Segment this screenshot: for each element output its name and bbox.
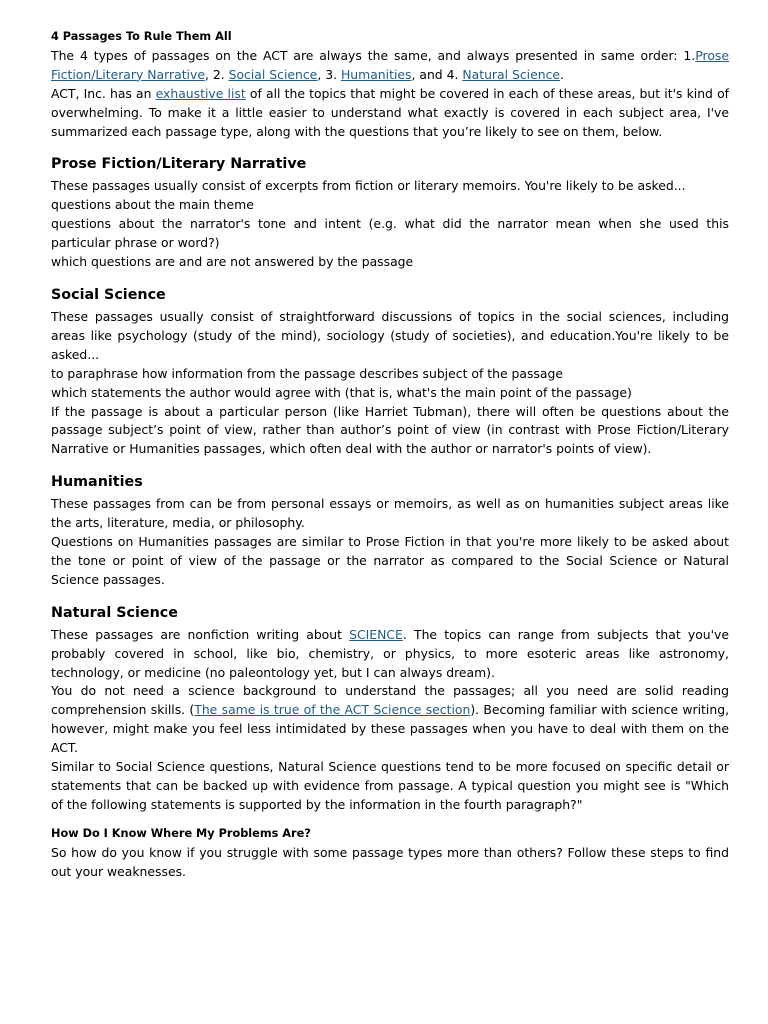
- section-heading-prose: Prose Fiction/Literary Narrative: [51, 156, 307, 173]
- text-span: , and 4.: [411, 66, 463, 82]
- prose-paragraph-4: which questions are and are not answered by the passage: [51, 254, 414, 270]
- prose-paragraph-3: questions about the narrator's tone and intent (e.g. what did the narrator mean when she used this particular phrase or word?): [51, 216, 729, 251]
- text-span: The 4 types of passages on the ACT are always the same, and always presented in same order: 1.: [51, 47, 696, 63]
- text-span: , 3.: [317, 66, 341, 82]
- section-heading-social: Social Science: [51, 286, 166, 303]
- text-span: , 2.: [204, 66, 229, 82]
- text-span: These passages are nonfiction writing about: [51, 626, 350, 642]
- link-science[interactable]: SCIENCE: [349, 626, 403, 642]
- prose-paragraph-1: These passages usually consist of excerpts from fiction or literary memoirs. You're likely to be asked...: [51, 178, 686, 194]
- section-heading-natural: Natural Science: [51, 604, 178, 621]
- natural-paragraph-2: [51, 682, 729, 758]
- link-exhaustive-list[interactable]: exhaustive list: [155, 85, 246, 101]
- natural-paragraph-1: [51, 626, 729, 683]
- text-span: You do not need a science background to understand the passages; all you need are solid reading comprehension skills. (: [51, 683, 729, 718]
- text-span: of all the topics that might be covered in each of these areas, but it's kind of overwhelming. To make it a little easier to understand what exactly is covered in each subject area, I've summarized each passage type, along with the questions that you’re likely to see on them, below.: [51, 85, 730, 139]
- intro-paragraph-2: [51, 85, 729, 142]
- prose-paragraph-2: questions about the main theme: [51, 197, 254, 213]
- document-page: [51, 28, 729, 882]
- link-humanities[interactable]: Humanities: [340, 66, 412, 82]
- humanities-paragraph-2: Questions on Humanities passages are similar to Prose Fiction in that you're more likely to be asked about the tone or point of view of the passage or the narrator as compared to the Social Science or Natural Science passages.: [51, 534, 729, 587]
- text-span: ). Becoming familiar with science writing, however, might make you feel less intimidated by these passages when you have to deal with them on the ACT.: [51, 702, 730, 756]
- social-paragraph-4: If the passage is about a particular person (like Harriet Tubman), there will often be questions about the passage subject’s point of view, rather than author’s point of view (in contrast with Prose Fiction/Literary Narrative or Humanities passages, which often deal with the author or narrator's points of view).: [51, 403, 729, 457]
- text-span: . The topics can range from subjects that you've probably covered in school, like bio, chemistry, or physics, to more esoteric areas like astronomy, technology, or medicine (no paleontology yet, but I can always dream).: [51, 626, 729, 680]
- problems-paragraph-1: So how do you know if you struggle with some passage types more than others? Follow these steps to find out your weaknesses.: [51, 844, 729, 879]
- intro-paragraph-1: [51, 47, 729, 85]
- text-span: ACT, Inc. has an: [51, 85, 156, 101]
- link-prose-fiction[interactable]: Prose Fiction/Literary Narrative: [51, 47, 729, 82]
- intro-heading: 4 Passages To Rule Them All: [51, 30, 232, 43]
- link-social-science[interactable]: Social Science: [228, 66, 318, 82]
- social-paragraph-3: which statements the author would agree with (that is, what's the main point of the passage): [51, 384, 632, 400]
- problems-heading: How Do I Know Where My Problems Are?: [51, 826, 311, 840]
- link-act-science-section[interactable]: The same is true of the ACT Science section: [194, 702, 471, 718]
- text-span: .: [560, 66, 564, 82]
- natural-paragraph-3: Similar to Social Science questions, Natural Science questions tend to be more focused on specific detail or statements that can be backed up with evidence from passage. A typical question you might see is "Which of the following statements is supported by the information in the fourth paragraph?": [51, 759, 729, 812]
- humanities-paragraph-1: These passages from can be from personal essays or memoirs, as well as on humanities subject areas like the arts, literature, media, or philosophy.: [51, 496, 729, 531]
- social-paragraph-2: to paraphrase how information from the passage describes subject of the passage: [51, 365, 563, 381]
- link-natural-science[interactable]: Natural Science: [462, 66, 561, 82]
- social-paragraph-1: These passages usually consist of straightforward discussions of topics in the social sciences, including areas like psychology (study of the mind), sociology (study of societies), and education.You're likely to be asked...: [51, 308, 729, 362]
- section-heading-humanities: Humanities: [51, 474, 143, 491]
